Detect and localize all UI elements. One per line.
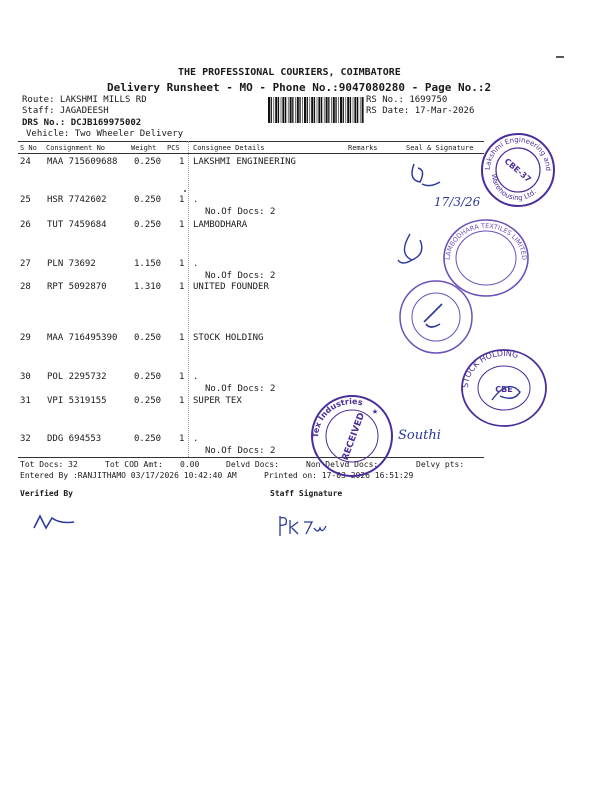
header-bottom-rule (18, 153, 484, 154)
row-sno: 26 (20, 220, 31, 230)
non-delivered-docs: Non Delvd Docs: (306, 460, 379, 469)
rs-date: RS Date: 17-Mar-2026 (366, 106, 475, 116)
scan-mark (556, 56, 564, 58)
handwritten-date: 17/3/26 (434, 195, 481, 209)
route-label: Route: LAKSHMI MILLS RD (22, 95, 147, 105)
runsheet-title: Delivery Runsheet - MO - Phone No.:9047080280 - Page No.:2 (107, 81, 492, 94)
lakshmi-seal-top-text: Lakshmi Engineering and (483, 135, 553, 172)
total-cod-value: 0.00 (180, 460, 200, 469)
row-pcs: 1 (179, 282, 185, 292)
row-weight: 0.250 (134, 434, 162, 444)
row-consignee: SUPER TEX (193, 396, 242, 406)
staff-signature-label: Staff Signature (270, 489, 343, 498)
col-sno: S No (20, 144, 37, 152)
stock-seal-text: STOCK HOLDING (460, 348, 520, 389)
drs-number: DRS No.: DCJB169975002 (22, 118, 142, 128)
row-pcs: 1 (179, 333, 185, 343)
row-docs-count: No.Of Docs: 2 (205, 271, 276, 281)
row-weight: 0.250 (134, 220, 162, 230)
row-consignment: HSR 7742602 (47, 195, 107, 205)
row-consignment: MAA 715609688 (47, 157, 118, 167)
totals-rule (18, 457, 484, 458)
rs-number: RS No.: 1699750 (366, 95, 448, 105)
row-sno: 28 (20, 282, 31, 292)
star-icon: ★ (372, 406, 379, 417)
lambodhara-signature (392, 230, 438, 270)
staff-label: Staff: JAGADEESH (22, 106, 109, 116)
row-weight: 0.250 (134, 372, 162, 382)
row-consignee: . (193, 259, 199, 269)
row-docs-count: No.Of Docs: 2 (205, 446, 276, 456)
delivery-points: Delvy pts: (416, 460, 465, 469)
row-sno: 30 (20, 372, 31, 382)
total-docs: Tot Docs: 32 (20, 460, 78, 469)
handwritten-southi: Southi (398, 428, 441, 443)
row-consignee: LAMBODHARA (193, 220, 248, 230)
column-separator (188, 141, 189, 457)
printed-on: Printed on: 17-03-2026 16:51:29 (264, 471, 414, 480)
row-consignment: RPT 5092870 (47, 282, 107, 292)
row-consignment: MAA 716495390 (47, 333, 118, 343)
row-consignment: DDG 694553 (47, 434, 102, 444)
staff-signature (276, 512, 336, 542)
row-consignee: UNITED FOUNDER (193, 282, 269, 292)
tex-seal-text: Tex Industries (310, 396, 364, 439)
row-pcs: 1 (179, 259, 185, 269)
row-consignee: . (193, 372, 199, 382)
row-docs-count: No.Of Docs: 2 (205, 384, 276, 394)
total-cod-label: Tot COD Amt: (105, 460, 163, 469)
row-consignment: TUT 7459684 (47, 220, 107, 230)
lakshmi-seal-center: CBE-37 (502, 156, 533, 185)
row-consignee: . (193, 195, 199, 205)
row-weight: 1.150 (134, 259, 162, 269)
tex-industries-seal (306, 392, 398, 478)
row-pcs: 1 (179, 372, 185, 382)
row-pcs: 1 (179, 157, 185, 167)
row-weight: 0.250 (134, 333, 162, 343)
row-sno: 32 (20, 434, 31, 444)
row-consignment: POL 2295732 (47, 372, 107, 382)
row-consignee: . (193, 434, 199, 444)
col-remarks: Remarks (348, 144, 378, 152)
united-founder-seal (396, 278, 476, 356)
svg-text:STOCK HOLDING (461, 349, 519, 388)
row-weight: 0.250 (134, 157, 162, 167)
header-top-rule (18, 141, 484, 142)
row-consignment: PLN 73692 (47, 259, 96, 269)
col-seal: Seal & Signature (406, 144, 474, 152)
row-docs-count: No.Of Docs: 2 (205, 207, 276, 217)
delivered-docs: Delvd Docs: (226, 460, 279, 469)
row-pcs: 1 (179, 220, 185, 230)
row-weight: 0.250 (134, 195, 162, 205)
row-pcs: 1 (179, 195, 185, 205)
verified-signature (30, 510, 80, 534)
verified-by-label: Verified By (20, 489, 73, 498)
row-consignee: STOCK HOLDING (193, 333, 264, 343)
row-pcs: 1 (179, 396, 185, 406)
col-pcs: PCS (167, 144, 180, 152)
stock-seal-center: CBE (495, 385, 513, 394)
row-pcs: 1 (179, 434, 185, 444)
row-weight: 0.250 (134, 396, 162, 406)
row-sno: 25 (20, 195, 31, 205)
col-consignment: Consignment No (46, 144, 106, 152)
row-consignee: LAKSHMI ENGINEERING (193, 157, 296, 167)
company-name: THE PROFESSIONAL COURIERS, COIMBATORE (178, 67, 401, 78)
row-sno: 27 (20, 259, 31, 269)
row-weight: 1.310 (134, 282, 162, 292)
col-consignee: Consignee Details (193, 144, 265, 152)
row-sno: 31 (20, 396, 31, 406)
scan-dot (184, 190, 186, 192)
row-sno: 29 (20, 333, 31, 343)
tex-seal-received: RECEIVED (340, 411, 368, 462)
lambodhara-seal-text: LAMBODHARA TEXTILES LIMITED (443, 221, 529, 261)
signature-date-scribble (400, 160, 510, 210)
row-consignment: VPI 5319155 (47, 396, 107, 406)
entered-by: Entered By :RANJITHAMO 03/17/2026 10:42:40 AM (20, 471, 237, 480)
lakshmi-seal-bottom-text: Warehousing Ltd. (489, 173, 538, 203)
vehicle-label: Vehicle: Two Wheeler Delivery (26, 129, 184, 139)
row-sno: 24 (20, 157, 31, 167)
stock-holding-seal (456, 346, 552, 428)
barcode-image (268, 97, 364, 123)
col-weight: Weight (131, 144, 157, 152)
